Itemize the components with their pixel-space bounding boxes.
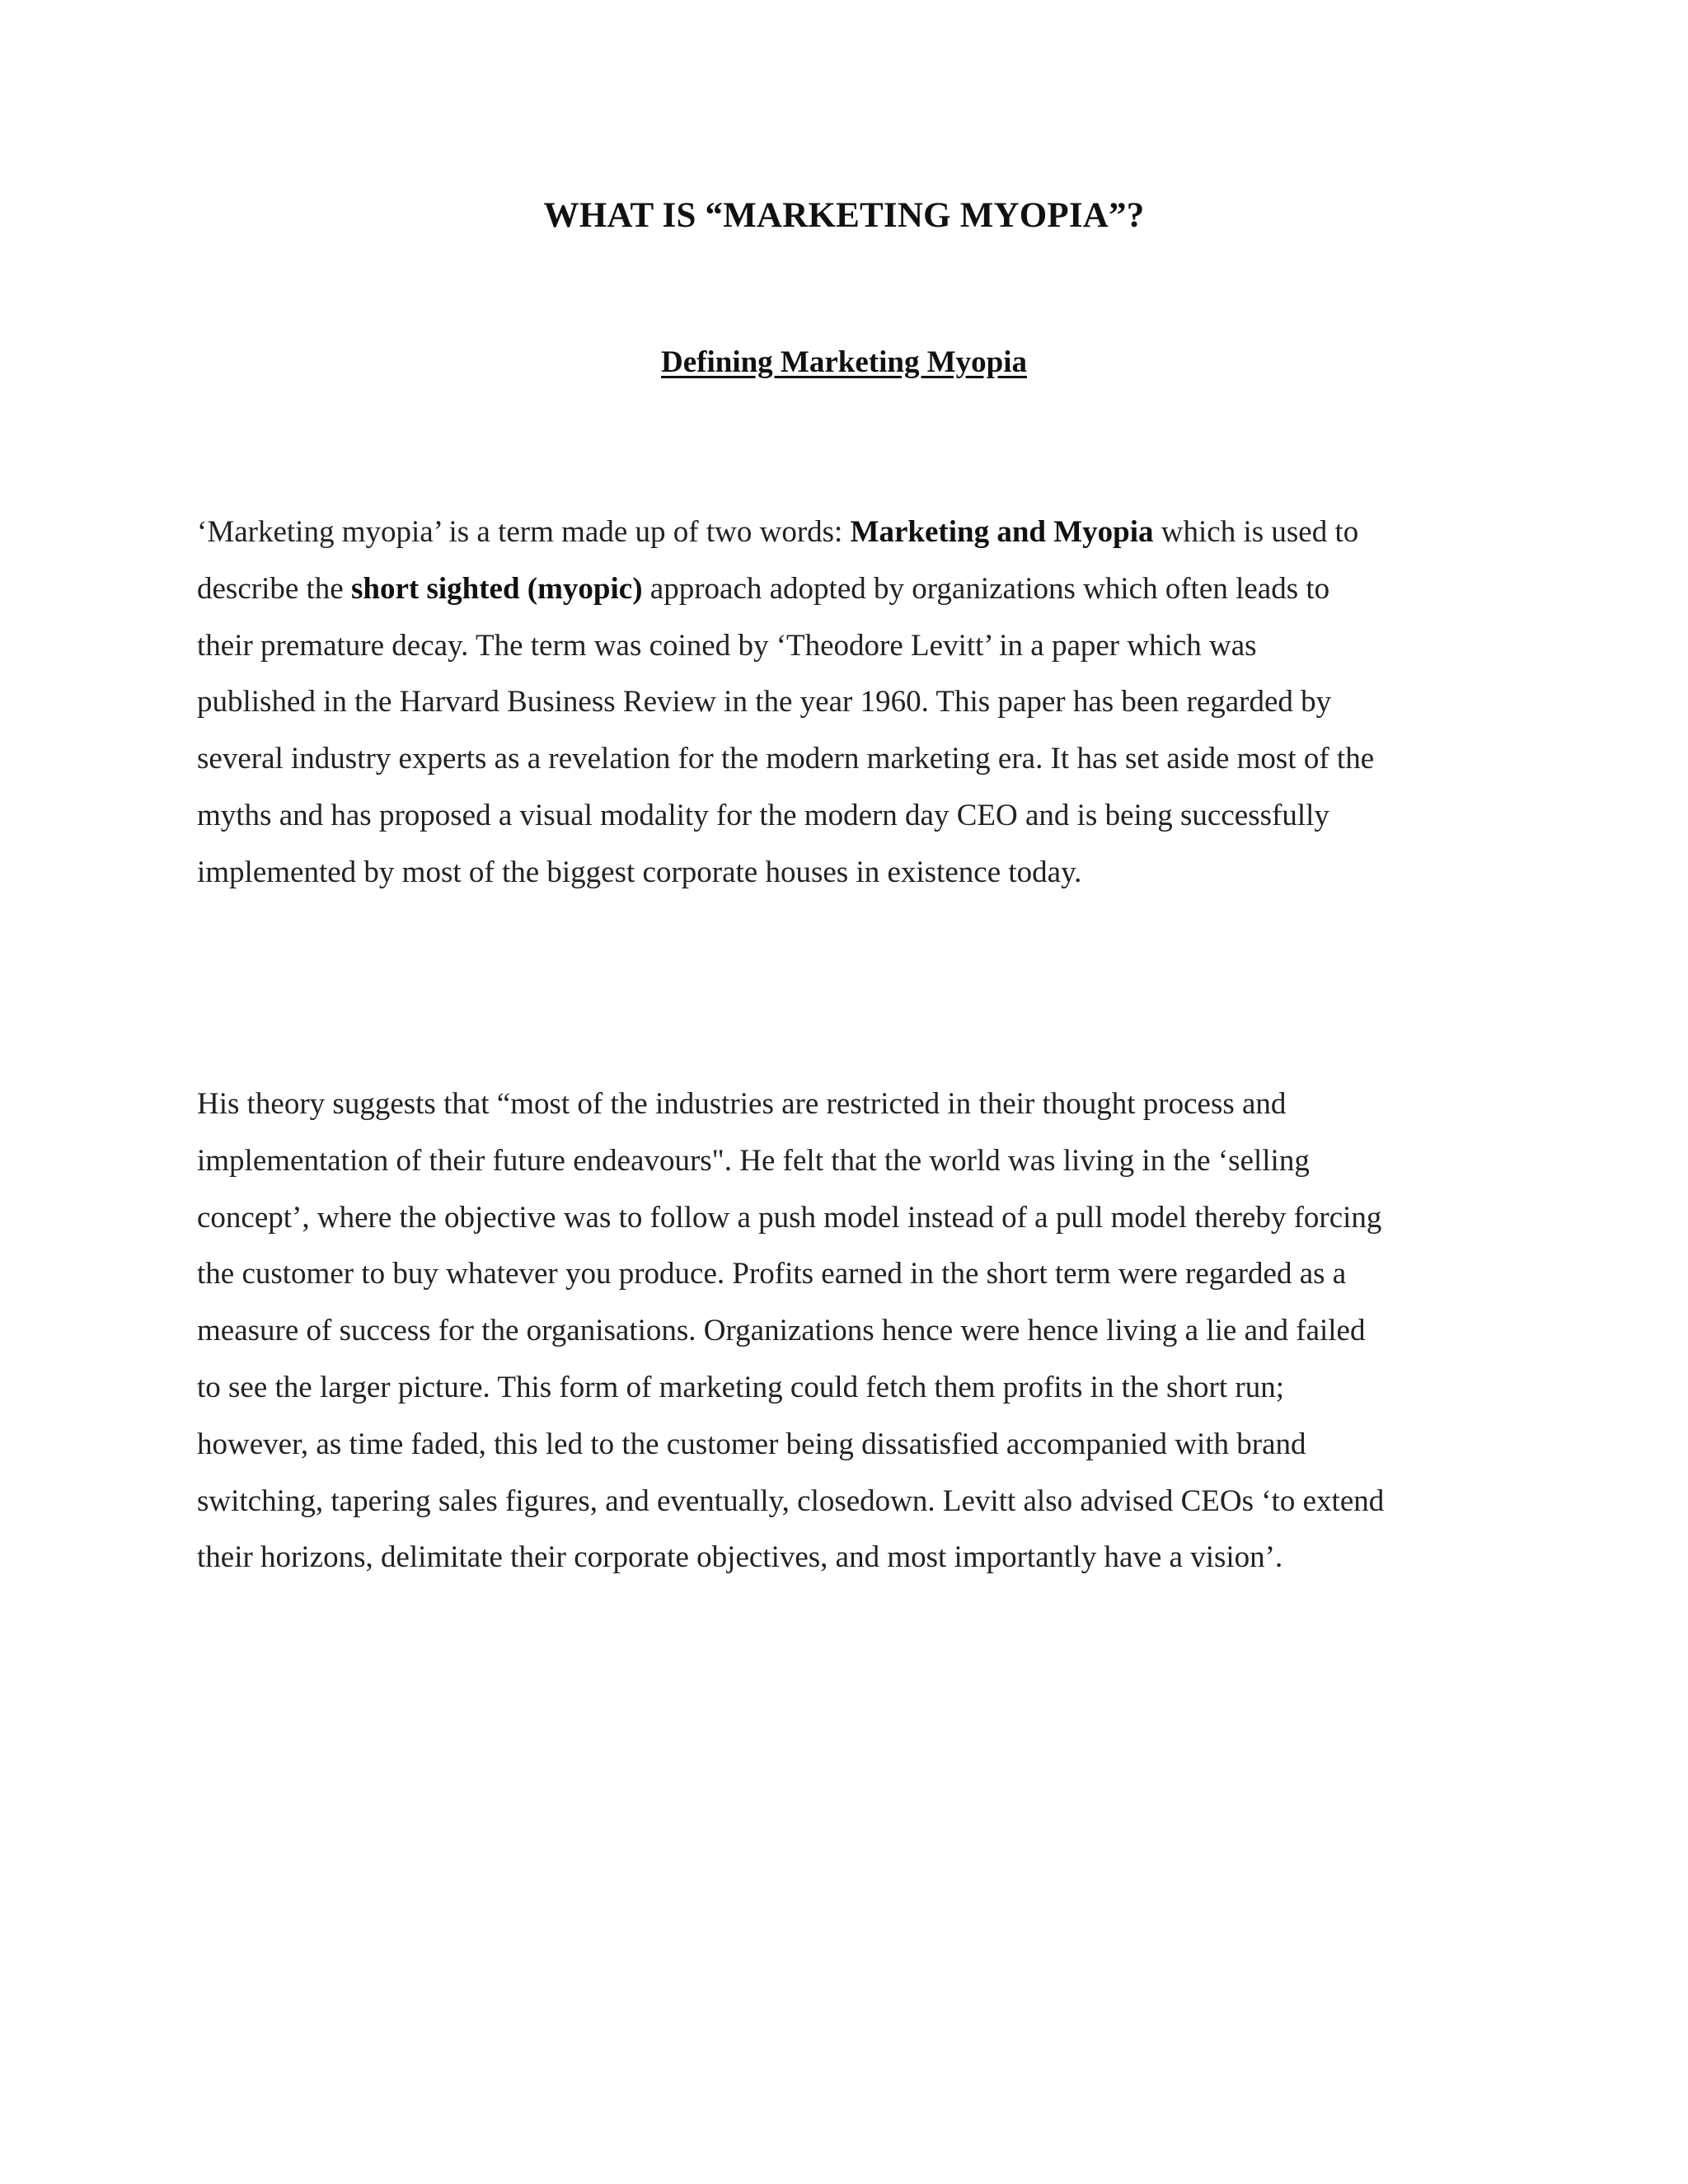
paragraph-line: to see the larger picture. This form of marketing could fetch them profits in the short run; [197,1370,1284,1404]
text-run: describe the [197,571,351,606]
paragraph-line: His theory suggests that “most of the industries are restricted in their thought process and [197,1087,1287,1121]
paragraph-line: several industry experts as a revelation for the modern marketing era. It has set aside most of the [197,742,1375,776]
document-title: WHAT IS “MARKETING MYOPIA”? [543,196,1145,235]
bold-term: Marketing and Myopia [850,515,1154,549]
text-run: which is used to [1153,515,1359,549]
paragraph-line: however, as time faded, this led to the customer being dissatisfied accompanied with brand [197,1427,1306,1461]
paragraph-line: implemented by most of the biggest corporate houses in existence today. [197,855,1082,889]
section-heading: Defining Marketing Myopia [661,345,1027,379]
paragraph-line [197,504,1516,561]
paragraph-line: their premature decay. The term was coined by ‘Theodore Levitt’ in a paper which was [197,628,1257,663]
paragraph-line: measure of success for the organisations. Organizations hence were hence living a lie and failed [197,1314,1366,1348]
paragraph-line: implementation of their future endeavours". He felt that the world was living in the ‘selling [197,1143,1310,1178]
text-run: ‘Marketing myopia’ is a term made up of two words: [197,515,851,549]
paragraph-line: the customer to buy whatever you produce. Profits earned in the short term were regarded as a [197,1257,1347,1291]
paragraph-line: concept’, where the objective was to follow a push model instead of a pull model thereby forcing [197,1200,1382,1235]
paragraph-line: myths and has proposed a visual modality for the modern day CEO and is being successfully [197,798,1329,832]
paragraph-theory [197,1076,1516,1586]
paragraph-line: switching, tapering sales figures, and eventually, closedown. Levitt also advised CEOs ‘to extend [197,1483,1385,1518]
paragraph-line: published in the Harvard Business Review in the year 1960. This paper has been regarded by [197,685,1332,719]
paragraph-line: their horizons, delimitate their corporate objectives, and most importantly have a vision’. [197,1540,1283,1575]
paragraph-definition [197,504,1516,902]
text-run: approach adopted by organizations which often leads to [642,571,1330,606]
paragraph-line [197,561,1516,618]
bold-term: short sighted (myopic) [350,571,643,606]
